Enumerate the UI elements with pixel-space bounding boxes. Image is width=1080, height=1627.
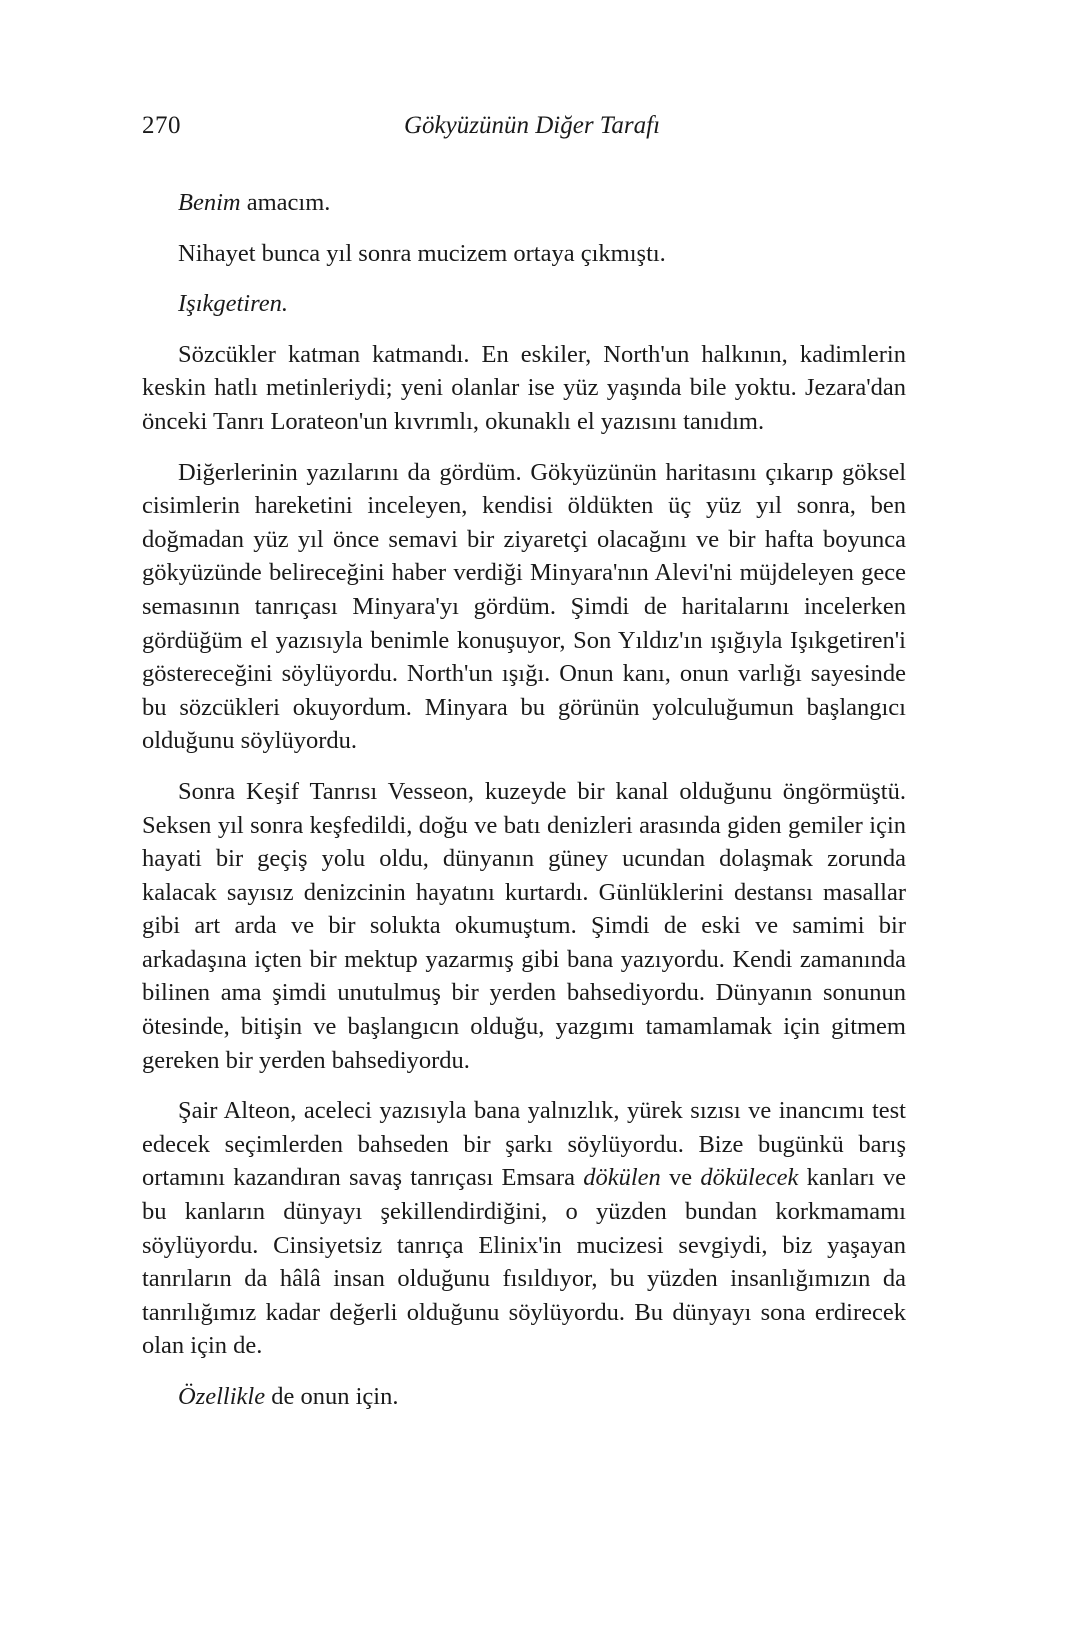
paragraph-6 <box>142 775 906 1077</box>
page-header <box>142 112 922 148</box>
paragraph-text: Sonra Keşif Tanrısı Vesseon, kuzeyde bir kanal olduğunu öngörmüştü. Seksen yıl sonra keşfedildi, doğu ve batı denizleri arasında giden gemiler için hayati bir geçiş yolu oldu, dünyanın güney ucundan dolaşmak zorunda kalacak sayısız denizcinin hayatını kurtardı. Günlüklerini destansı masallar gibi art arda ve bir solukta okumuştum. Şimdi de eski ve samimi bir arkadaşına içten bir mektup yazarmış gibi bana yazıyordu. Kendi zamanında bilinen ama şimdi unutulmuş bir yerden bahsediyordu. Dünyanın sonunun ötesinde, bitişin ve başlangıcın olduğu, yazgımı tamamlamak için gitmem gereken bir yerden bahsediyordu. <box>142 777 906 1074</box>
paragraph-2 <box>142 237 906 271</box>
paragraph-1 <box>142 186 906 220</box>
italic-word: Işıkgetiren. <box>178 290 288 318</box>
paragraph-text: kanları ve bu kanların dünyayı şekillendirdiğini, o yüzden bundan korkmamamı söylüyordu. Cinsiyetsiz tanrıça Elinix'in mucizesi sevgiydi, biz yaşayan tanrıların da hâlâ insan olduğunu fısıldıyor, bu yüzden insanlığımızın da tanrılığımız kadar değerli olduğunu söylüyordu. Bu dünyayı sona erdirecek olan için de. <box>142 1164 906 1360</box>
paragraph-8 <box>142 1380 906 1414</box>
italic-word: dökülecek <box>700 1164 799 1192</box>
paragraph-text: amacım. <box>240 189 331 216</box>
paragraph-text: Sözcükler katman katmandı. En eskiler, North'un halkının, kadimlerin keskin hatlı metinleriydi; yeni olanlar ise yüz yaşında bile yoktu. Jezara'dan önceki Tanrı Lorateon'un kıvrımlı, okunaklı el yazısını tanıdım. <box>142 340 906 435</box>
body-text <box>142 186 906 1431</box>
paragraph-text: Nihayet bunca yıl sonra mucizem ortaya çıkmıştı. <box>178 239 666 267</box>
italic-word: Özellikle <box>178 1383 266 1410</box>
paragraph-text: de onun için. <box>265 1383 399 1410</box>
paragraph-text: Şair Alteon, aceleci yazısıyla bana yalnızlık, yürek sızısı ve inancımı test edecek seçimlerden bahseden bir şarkı söylüyordu. Bize bugünkü barış ortamını kazandıran savaş tanrıçası Emsara <box>142 1097 906 1192</box>
italic-word: Benim <box>178 189 241 216</box>
paragraph-3 <box>142 287 906 321</box>
page-number: 270 <box>142 112 181 139</box>
running-title: Gökyüzünün Diğer Tarafı <box>404 112 661 139</box>
paragraph-text: ve <box>660 1164 701 1192</box>
paragraph-4 <box>142 338 906 439</box>
paragraph-text: Diğerlerinin yazılarını da gördüm. Gökyüzünün haritasını çıkarıp göksel cisimlerin hareketini inceleyen, kendisi öldükten üç yüz yıl sonra, ben doğmadan yüz yıl önce semavi bir ziyaretçi olacağını ve bir hafta boyunca gökyüzünde belireceğini haber verdiği Minyara'nın Alevi'ni müjdeleyen gece semasının tanrıçası Minyara'yı gördüm. Şimdi de haritalarını incelerken gördüğüm el yazısıyla benimle konuşuyor, Son Yıldız'ın ışığıyla Işıkgetiren'i göstereceğini söylüyordu. North'un ışığı. Onun kanı, onun varlığı sayesinde bu sözcükleri okuyordum. Minyara bu görünün yolculuğumun başlangıcı olduğunu söylüyordu. <box>142 458 906 755</box>
italic-word: dökülen <box>583 1164 661 1192</box>
paragraph-5 <box>142 456 906 758</box>
paragraph-7 <box>142 1094 906 1363</box>
